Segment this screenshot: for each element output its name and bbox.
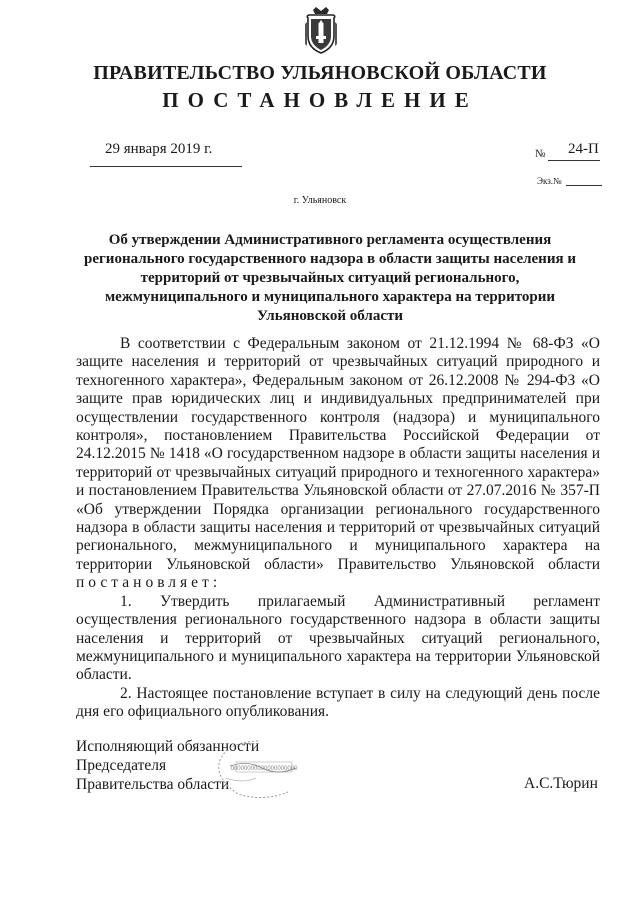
number-sign: № <box>535 148 546 160</box>
decree-word: постановляет: <box>76 574 222 592</box>
document-body <box>76 335 600 722</box>
item-2-paragraph: 2. Настоящее постановление вступает в силу на следующий день после дня его официального опубликования. <box>76 684 600 721</box>
government-title: ПРАВИТЕЛЬСТВО УЛЬЯНОВСКОЙ ОБЛАСТИ <box>93 62 547 84</box>
signatory-name: А.С.Тюрин <box>524 775 598 792</box>
date-underline <box>90 166 242 167</box>
signatory-position-line-1: Исполняющий обязанности <box>76 738 260 755</box>
city-label: г. Ульяновск <box>293 195 347 206</box>
coat-of-arms-icon <box>304 6 338 54</box>
document-number: 24-П <box>568 141 599 157</box>
number-underline <box>548 160 600 161</box>
signature-stamp-icon <box>208 738 304 804</box>
signatory-position-line-3: Правительства области <box>76 776 230 793</box>
item-1-paragraph: 1. Утвердить прилагаемый Административный регламент осуществления регионального государственного надзора в области защиты населения и территорий от чрезвычайных ситуаций регионального, межмуниципального и муниципального характера на территории Ульяновской области. <box>76 592 600 684</box>
document-date: 29 января 2019 г. <box>105 141 213 157</box>
copy-number-underline <box>566 185 602 186</box>
svg-text:00000000000000000000: 00000000000000000000 <box>230 766 298 772</box>
document-subject: Об утверждении Административного регламента осуществления регионального государственного надзора в области защиты населения и территорий от чрезвычайных ситуаций регионального, межмуниципального и муниципального характера на территории Ульяновской области <box>84 232 576 324</box>
document-type: ПОСТАНОВЛЕНИЕ <box>162 88 478 112</box>
copy-number-label: Экз.№ <box>537 176 562 186</box>
preamble-paragraph <box>76 335 600 593</box>
signatory-position-line-2: Председателя <box>76 757 167 774</box>
preamble-text: В соответствии с Федеральным законом от 21.12.1994 № 68-ФЗ «О защите населения и территорий от чрезвычайных ситуаций природного и техногенного характера», Федеральным законом от 26.12.2008 № 294-ФЗ «О защите прав юридических лиц и индивидуальных предпринимателей при осуществлении государственного контроля (надзора) и муниципального контроля», постановлением Правительства Российской Федерации от 24.12.2015 № 1418 «О государственном надзоре в области защиты населения и территорий от чрезвычайных ситуаций природного и техногенного характера» и постановлением Правительства Ульяновской области от 27.07.2016 № 357-П «Об утверждении Порядка организации регионального государственного надзора в области защиты населения и территорий от чрезвычайных ситуаций регионального, межмуниципального и муниципального характера на территории Ульяновской области» Правительство Ульяновской области <box>76 335 600 573</box>
